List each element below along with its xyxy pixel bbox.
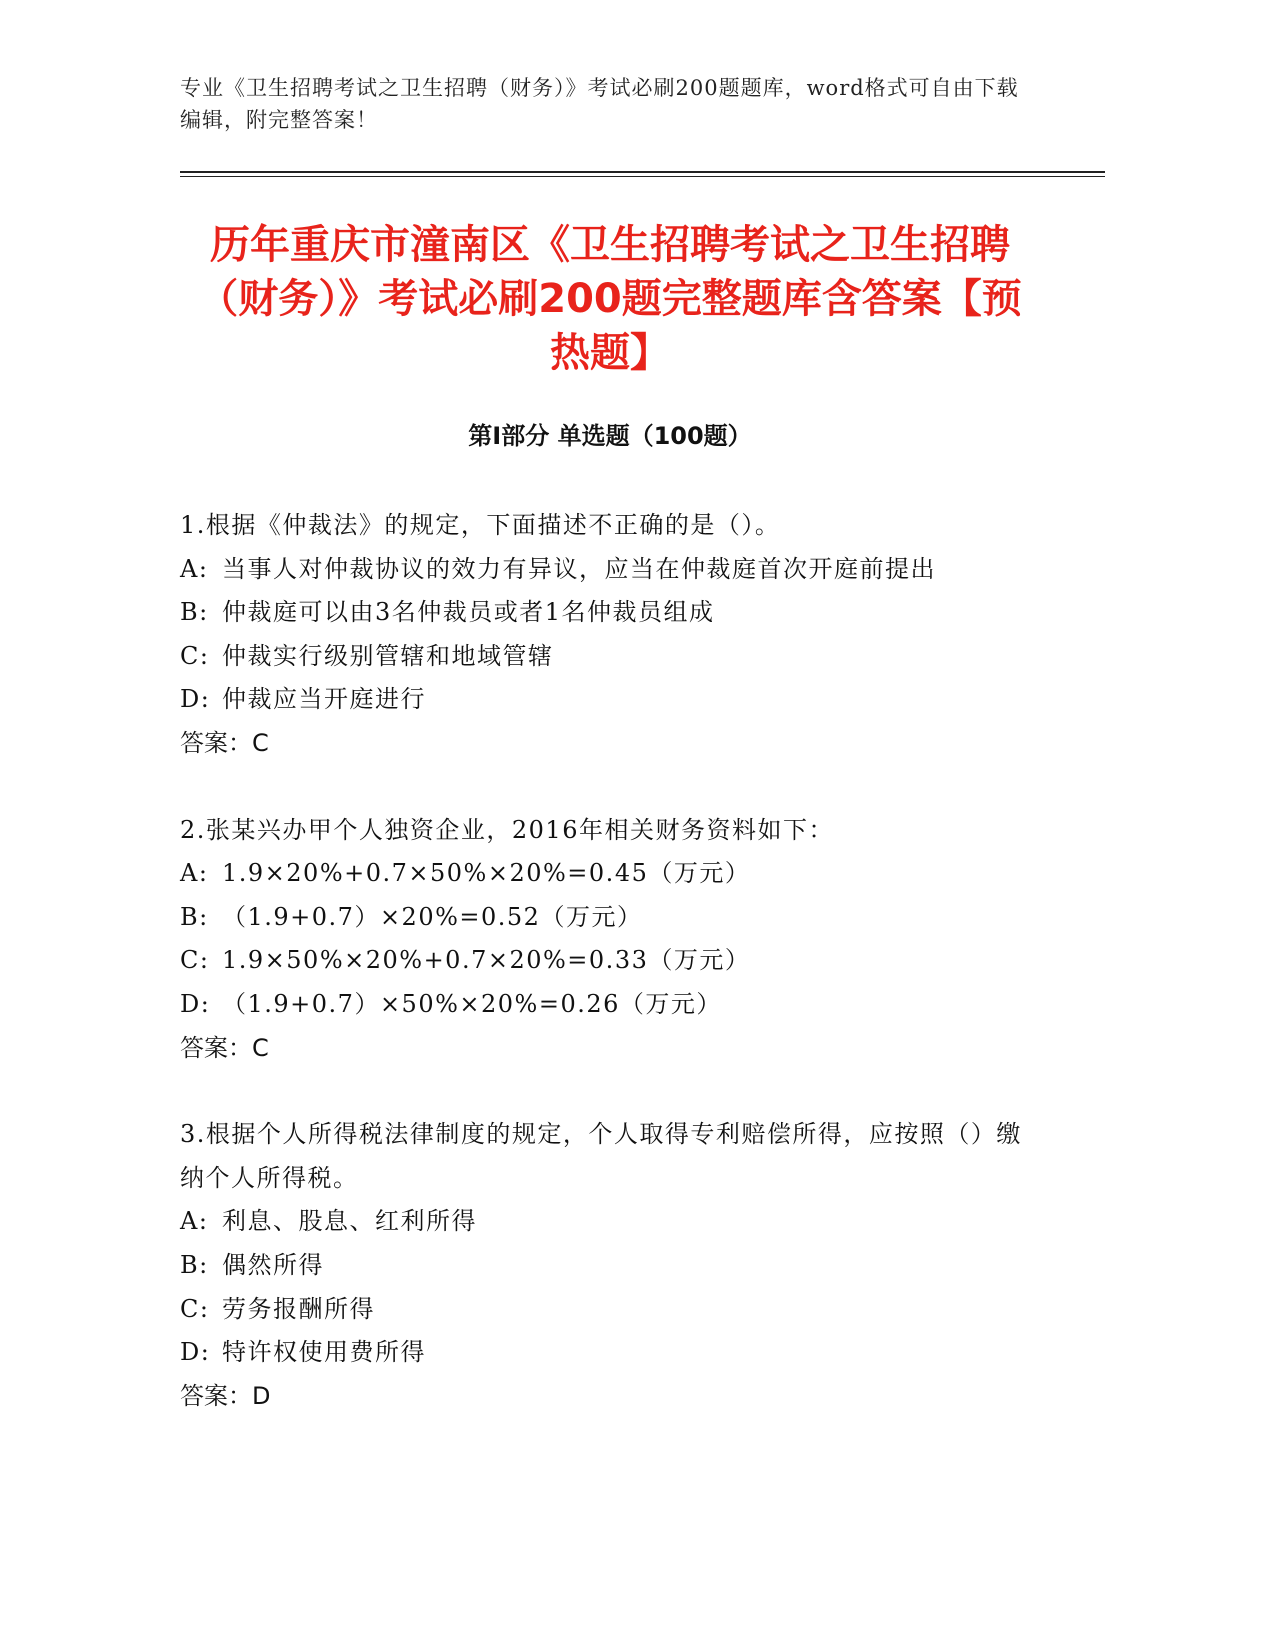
option-key: B: [180, 598, 209, 627]
option-text: 偶然所得 [222, 1250, 324, 1279]
question-stem: 2.张某兴办甲个人独资企业，2016年相关财务资料如下： [180, 815, 834, 844]
option-key: D: [180, 685, 211, 714]
option-text: 特许权使用费所得 [222, 1338, 426, 1367]
option-text: 仲裁实行级别管辖和地域管辖 [222, 641, 554, 670]
option-text: 仲裁应当开庭进行 [222, 685, 426, 714]
option-b [180, 896, 1030, 940]
document-title: 历年重庆市潼南区《卫生招聘考试之卫生招聘（财务）》考试必刷200题完整题库含答案【预热题】 [198, 222, 1022, 376]
header-note: 专业《卫生招聘考试之卫生招聘（财务）》考试必刷200题题库，word格式可自由下载编辑，附完整答案！ [180, 76, 1019, 132]
option-key: C: [180, 1294, 210, 1323]
option-text: 利息、股息、红利所得 [222, 1207, 477, 1236]
question-3 [180, 1113, 1030, 1418]
option-a [180, 1200, 1030, 1244]
option-d [180, 1331, 1030, 1375]
option-text: （1.9+0.7）×20%=0.52（万元） [222, 902, 643, 931]
option-text: 1.9×20%+0.7×50%×20%=0.45（万元） [222, 859, 751, 888]
option-d [180, 678, 1030, 722]
option-key: D: [180, 1338, 211, 1367]
option-key: B: [180, 1250, 209, 1279]
header-divider-thin [180, 176, 1105, 177]
option-c [180, 1288, 1030, 1332]
option-key: A: [180, 1207, 209, 1236]
header-divider-thick [180, 171, 1105, 173]
question-stem: 1.根据《仲裁法》的规定，下面描述不正确的是（）。 [180, 511, 781, 539]
option-text: （1.9+0.7）×50%×20%=0.26（万元） [222, 989, 722, 1018]
question-list [180, 504, 1030, 1461]
question-1 [180, 504, 1030, 766]
question-stem: 3.根据个人所得税法律制度的规定，个人取得专利赔偿所得，应按照（）缴纳个人所得税。 [180, 1120, 1022, 1192]
option-text: 1.9×50%×20%+0.7×20%=0.33（万元） [222, 946, 751, 975]
option-key: A: [180, 859, 209, 888]
option-text: 仲裁庭可以由3名仲裁员或者1名仲裁员组成 [222, 598, 715, 627]
option-c [180, 939, 1030, 983]
option-a [180, 548, 1030, 592]
option-b [180, 591, 1030, 635]
option-key: B: [180, 902, 209, 931]
section-title: 第Ⅰ部分 单选题（100题） [468, 422, 752, 450]
option-d [180, 983, 1030, 1027]
option-key: A: [180, 554, 209, 583]
option-a [180, 852, 1030, 896]
option-key: C: [180, 946, 210, 975]
option-key: C: [180, 641, 210, 670]
option-key: D: [180, 989, 211, 1018]
option-text: 劳务报酬所得 [222, 1294, 375, 1323]
question-2 [180, 809, 1030, 1071]
option-c [180, 635, 1030, 679]
option-text: 当事人对仲裁协议的效力有异议，应当在仲裁庭首次开庭前提出 [222, 554, 936, 583]
answer: 答案：C [180, 728, 269, 757]
answer: 答案：D [180, 1381, 271, 1410]
answer: 答案：C [180, 1033, 269, 1062]
option-b [180, 1244, 1030, 1288]
